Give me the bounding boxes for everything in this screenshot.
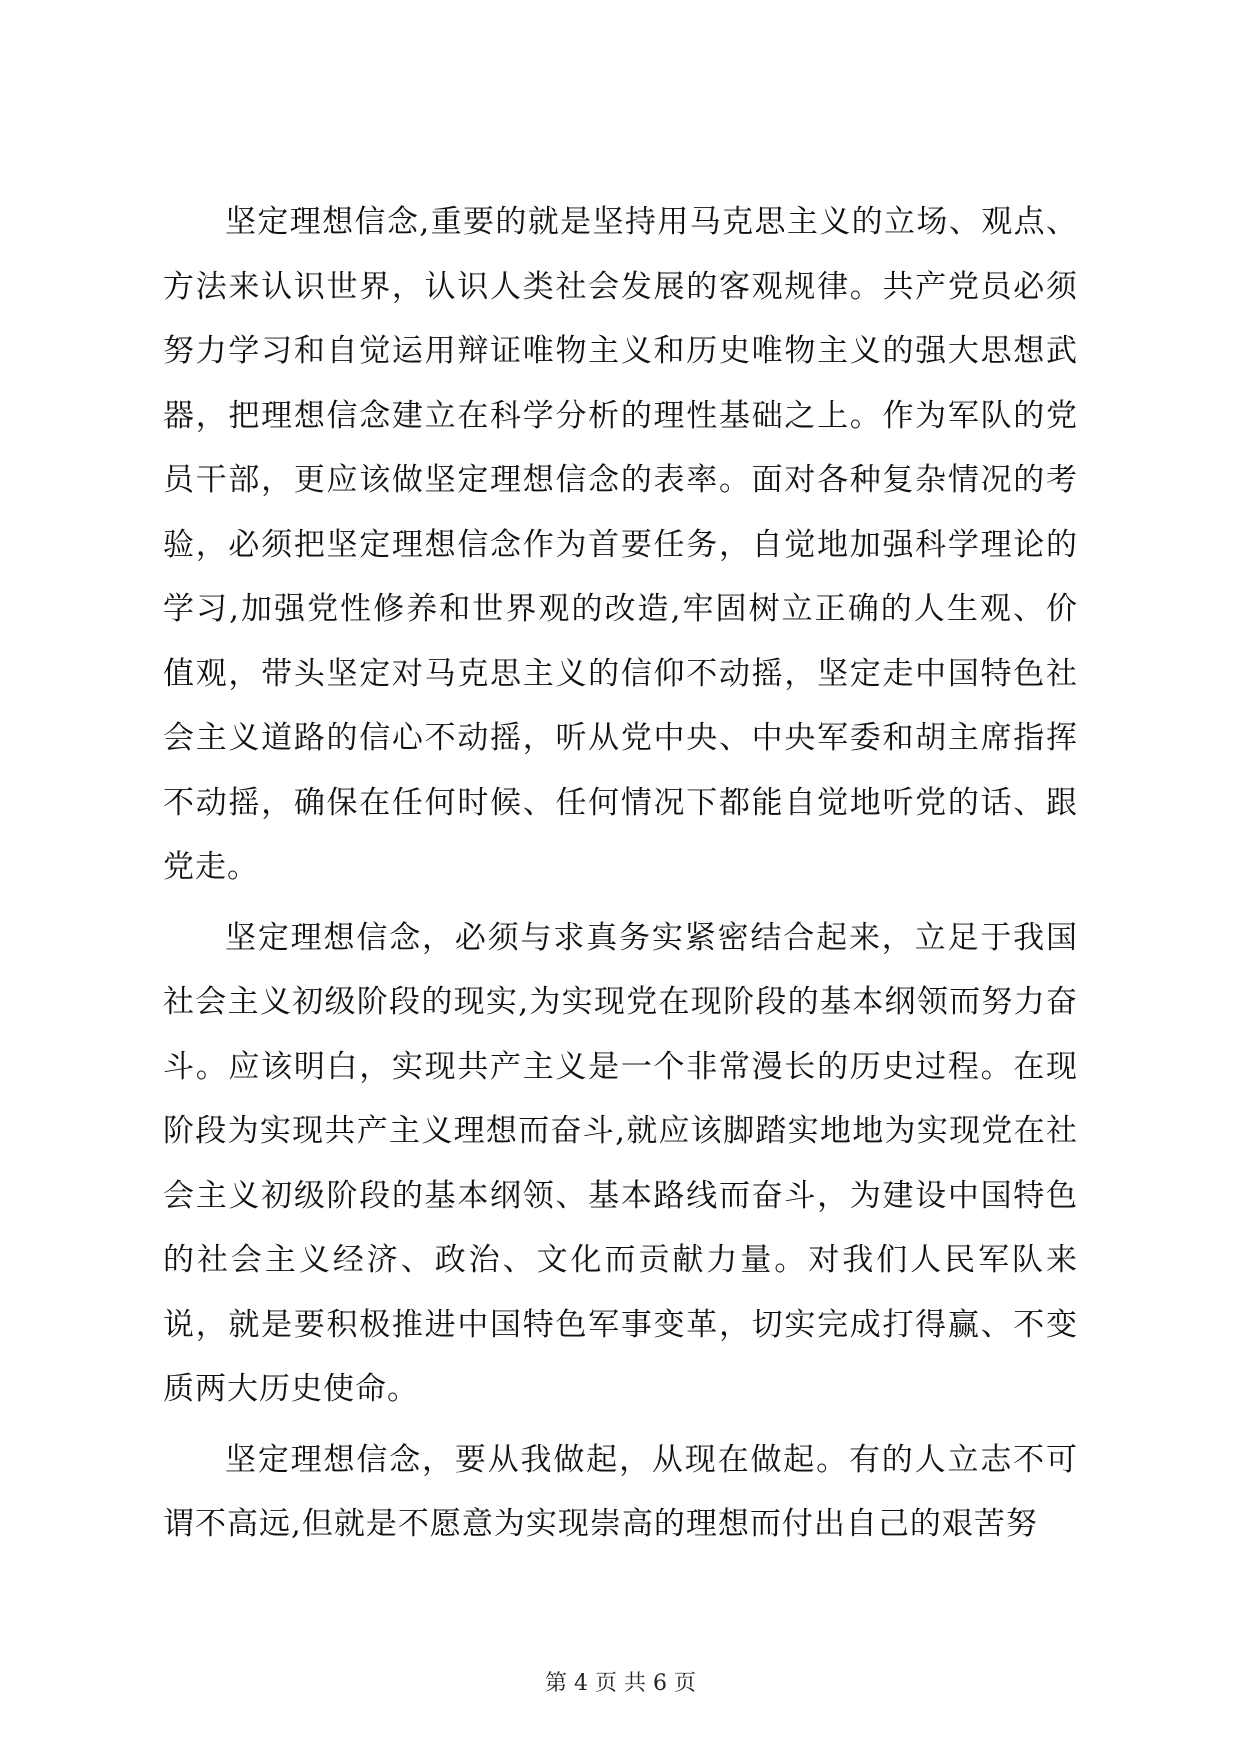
document-body bbox=[163, 190, 1078, 1557]
paragraph-2: 坚定理想信念，必须与求真务实紧密结合起来，立足于我国社会主义初级阶段的现实,为实现党在现阶段的基本纲领而努力奋斗。应该明白，实现共产主义是一个非常漫长的历史过程。在现阶段为实现共产主义理想而奋斗,就应该脚踏实地地为实现党在社会主义初级阶段的基本纲领、基本路线而奋斗，为建设中国特色的社会主义经济、政治、文化而贡献力量。对我们人民军队来说，就是要积极推进中国特色军事变革，切实完成打得赢、不变质两大历史使命。 bbox=[163, 919, 1078, 1407]
page-number-footer: 第 4 页 共 6 页 bbox=[545, 1671, 696, 1696]
paragraph-3: 坚定理想信念，要从我做起，从现在做起。有的人立志不可谓不高远,但就是不愿意为实现崇高的理想而付出自己的艰苦努 bbox=[163, 1441, 1078, 1542]
paragraph-1: 坚定理想信念,重要的就是坚持用马克思主义的立场、观点、方法来认识世界，认识人类社会发展的客观规律。共产党员必须努力学习和自觉运用辩证唯物主义和历史唯物主义的强大思想武器，把理想信念建立在科学分析的理性基础之上。作为军队的党员干部，更应该做坚定理想信念的表率。面对各种复杂情况的考验，必须把坚定理想信念作为首要任务，自觉地加强科学理论的学习,加强党性修养和世界观的改造,牢固树立正确的人生观、价值观，带头坚定对马克思主义的信仰不动摇，坚定走中国特色社会主义道路的信心不动摇，听从党中央、中央军委和胡主席指挥不动摇，确保在任何时候、任何情况下都能自觉地听党的话、跟党走。 bbox=[163, 204, 1078, 885]
